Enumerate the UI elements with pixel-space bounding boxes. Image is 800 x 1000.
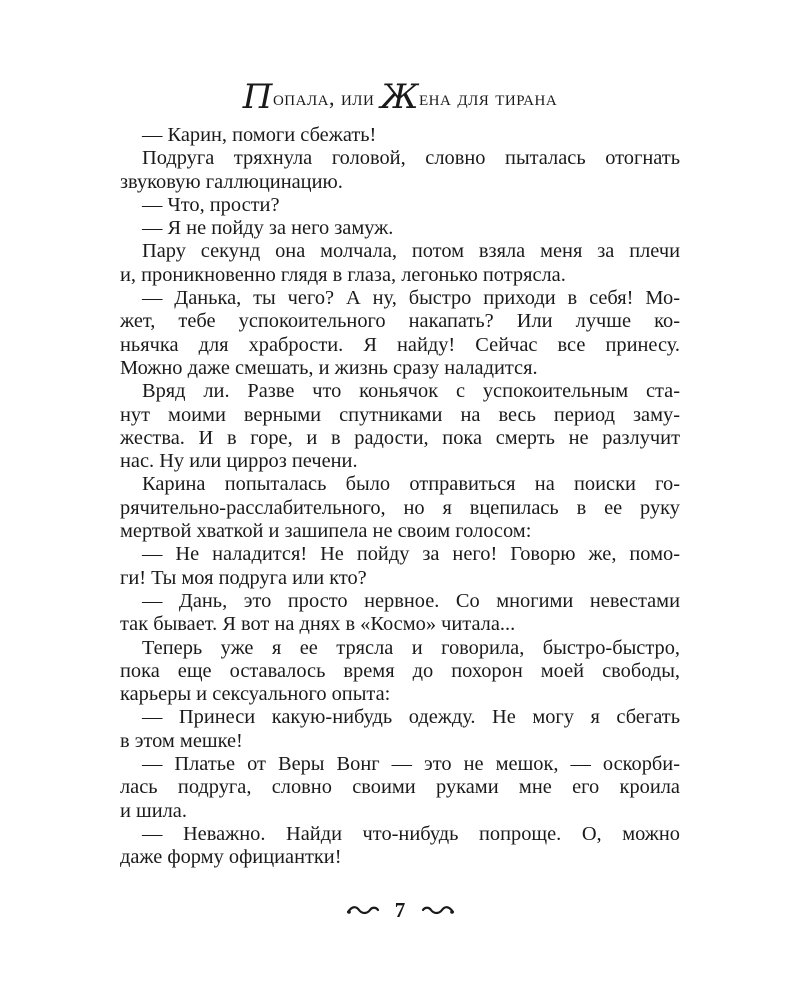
running-head-word-4: для (457, 85, 490, 110)
text-line: лась подруга, словно своими руками мне его кроила (120, 776, 680, 799)
text-line: — Принеси какую-нибудь одежду. Не могу я сбегать (142, 706, 680, 729)
text-line: — Не наладится! Не пойду за него! Говорю же, помо- (142, 543, 680, 566)
running-head-initial-1: П (242, 77, 273, 117)
text-line: — Данька, ты чего? А ну, быстро приходи в себя! Мо- (142, 287, 680, 310)
text-line: Вряд ли. Разве что коньячок с успокоительным ста- (142, 380, 680, 403)
running-head (0, 77, 800, 117)
text-line: мертвой хваткой и зашипела не своим голосом: (120, 520, 532, 543)
running-head-word-1: опала, (272, 85, 335, 110)
running-head-initial-2: Ж (380, 77, 420, 117)
text-line: и шила. (120, 799, 187, 822)
text-line: — Неважно. Найди что-нибудь попроще. О, можно (142, 822, 680, 845)
text-line: ги! Ты моя подруга или кто? (120, 566, 367, 589)
text-line: жет, тебе успокоительного накапать? Или лучше ко- (120, 310, 680, 333)
text-line: пока еще оставалось время до похорон моей свободы, (120, 659, 680, 682)
body-text (120, 124, 680, 870)
text-line: даже форму официантки! (120, 846, 342, 869)
text-line: нут моими верными спутниками на весь период заму- (120, 403, 680, 426)
text-line: и, проникновенно глядя в глаза, легонько потрясла. (120, 263, 566, 286)
running-head-word-2: или (340, 85, 375, 110)
page-number: 7 (394, 897, 406, 922)
text-line: жества. И в горе, и в радости, пока смерть не разлучит (120, 426, 680, 449)
text-line: Карина попыталась было отправиться на поиски го- (142, 473, 680, 496)
text-line: — Карин, помоги сбежать! (142, 124, 377, 146)
text-line: звуковую галлюцинацию. (120, 170, 343, 193)
text-line: ньячка для храбрости. Я найду! Сейчас все принесу. (120, 333, 680, 356)
page-folio (0, 896, 800, 923)
text-line: — Я не пойду за него замуж. (142, 217, 394, 240)
text-line: — Дань, это просто нервное. Со многими невестами (142, 589, 680, 612)
text-line: Подруга тряхнула головой, словно пыталась отогнать (142, 147, 680, 170)
running-head-word-3: ена (419, 85, 452, 110)
text-line: — Что, прости? (142, 193, 280, 216)
left-ornament-icon (346, 904, 380, 916)
text-line: так бывает. Я вот на днях в «Космо» читала... (120, 613, 516, 636)
text-line: рячительно-расслабительного, но я вцепилась в ее руку (120, 496, 680, 519)
text-line: Пару секунд она молчала, потом взяла меня за плечи (142, 240, 680, 263)
running-head-word-5: тирана (495, 85, 558, 110)
right-ornament-icon (421, 904, 455, 916)
text-line: — Платье от Веры Вонг — это не мешок, — оскорби- (142, 753, 680, 776)
text-line: Можно даже смешать, и жизнь сразу наладится. (120, 356, 538, 379)
text-line: в этом мешке! (120, 729, 243, 752)
text-line: карьеры и сексуального опыта: (120, 683, 391, 706)
text-line: нас. Ну или цирроз печени. (120, 450, 358, 473)
text-line: Теперь уже я ее трясла и говорила, быстро-быстро, (142, 636, 680, 659)
